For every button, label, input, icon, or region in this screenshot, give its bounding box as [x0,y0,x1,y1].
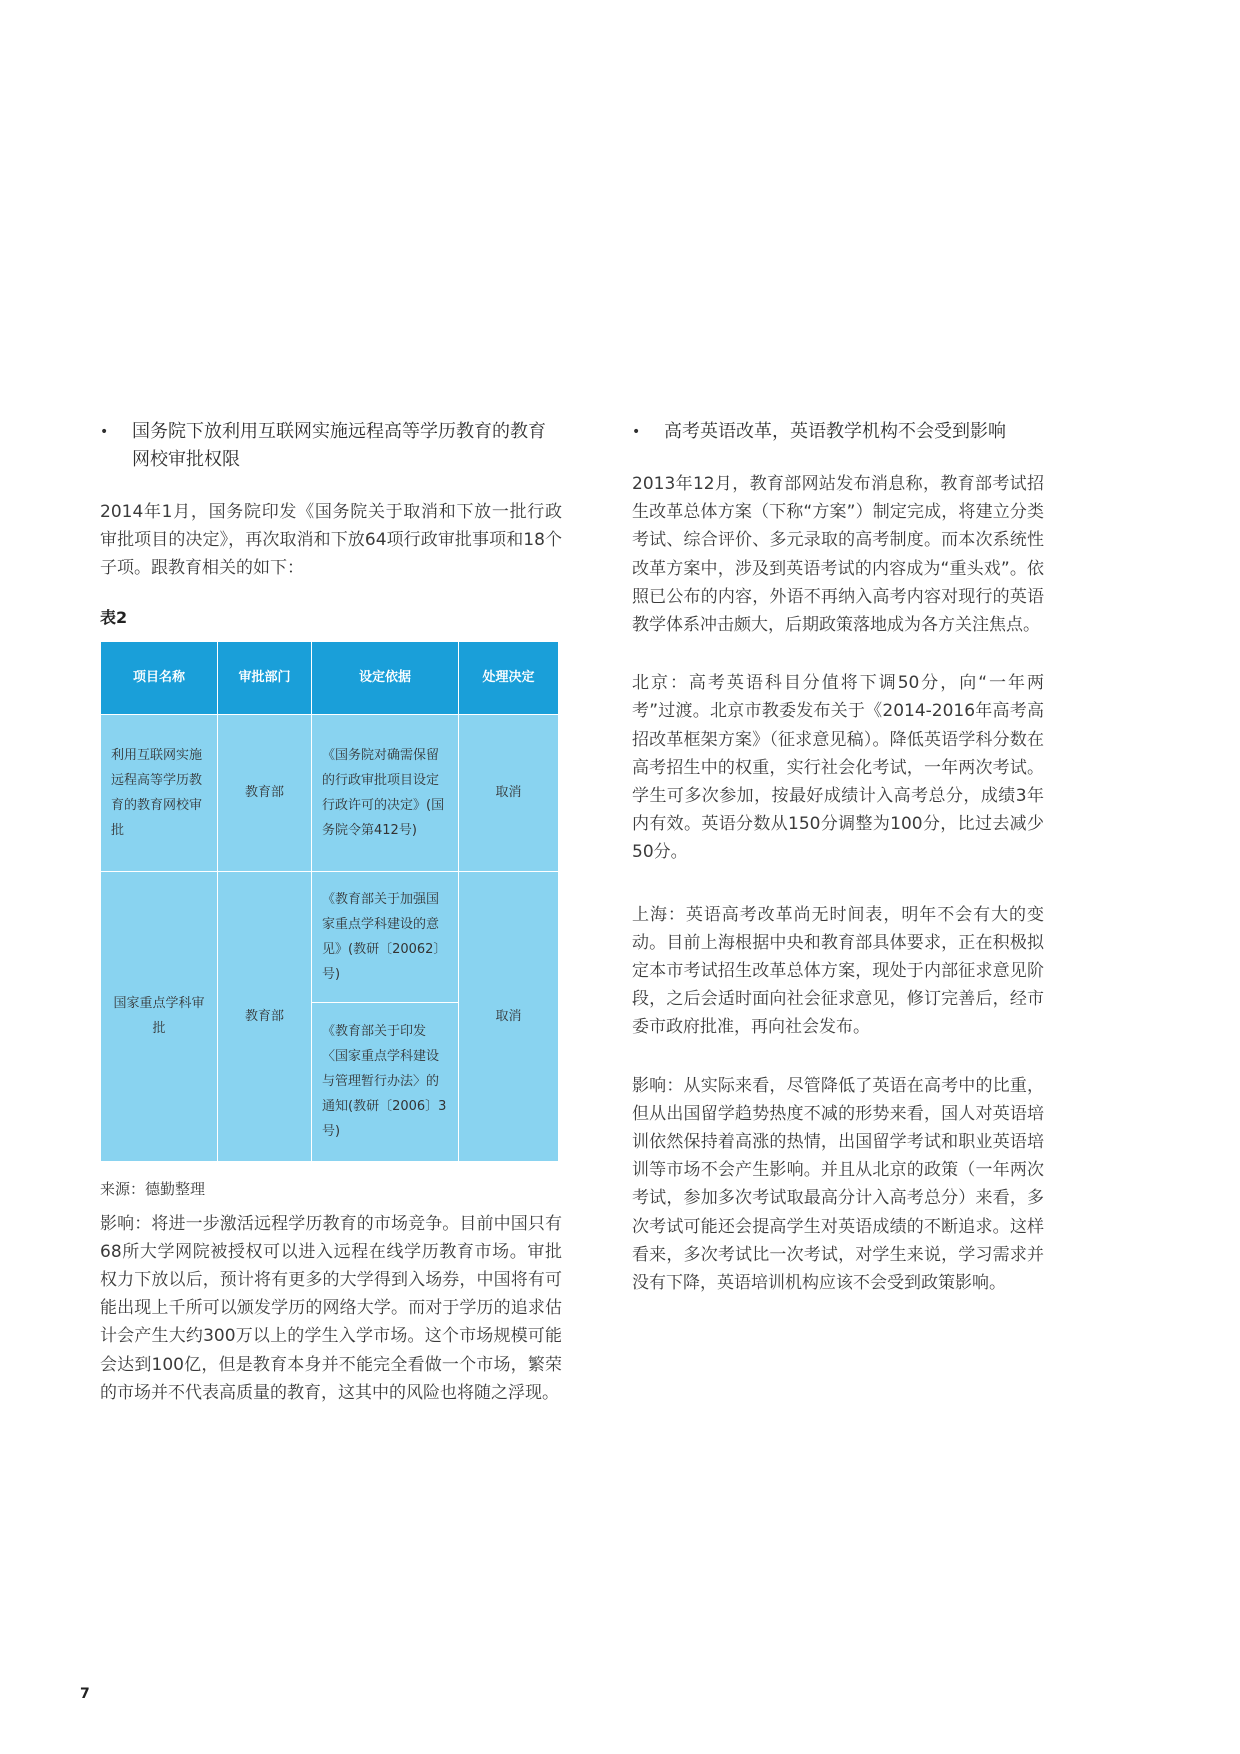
cell-department: 教育部 [218,714,312,871]
header-department: 审批部门 [218,641,312,714]
header-decision: 处理决定 [459,641,559,714]
table-row [101,871,559,1002]
header-basis: 设定依据 [312,641,459,714]
page-number: 7 [80,1686,90,1702]
cell-decision: 取消 [459,871,559,1161]
cell-project-name: 利用互联网实施远程高等学历教育的教育网校审批 [101,714,218,871]
left-column [100,418,562,1431]
right-column [632,418,1044,1321]
table-row [101,714,559,871]
table-header-row [101,641,559,714]
left-heading-text: 国务院下放利用互联网实施远程高等学历教育的教育网校审批权限 [132,421,546,470]
left-intro-paragraph: 2014年1月，国务院印发《国务院关于取消和下放一批行政审批项目的决定》，再次取消和下放64项行政审批事项和18个子项。跟教育相关的如下： [100,502,562,579]
bullet-icon: • [632,424,641,440]
table-caption: 表2 [100,607,128,627]
cell-basis: 《国务院对确需保留的行政审批项目设定行政许可的决定》(国务院令第412号) [312,714,459,871]
left-impact-paragraph: 影响：将进一步激活远程学历教育的市场竞争。目前中国只有68所大学网院被授权可以进入远程在线学历教育市场。审批权力下放以后，预计将有更多的大学得到入场券，中国将有可能出现上千所可以颁发学历的网络大学。而对于学历的追求估计会产生大约300万以上的学生入学市场。这个市场规模可能会达到100亿，但是教育本身并不能完全看做一个市场，繁荣的市场并不代表高质量的教育，这其中的风险也将随之浮现。 [100,1213,562,1403]
bullet-icon: • [100,424,109,440]
right-paragraph-1: 2013年12月，教育部网站发布消息称，教育部考试招生改革总体方案（下称“方案”）制定完成，将建立分类考试、综合评价、多元录取的高考制度。而本次系统性改革方案中，涉及到英语考试的内容成为“重头戏”。依照已公布的内容，外语不再纳入高考内容对现行的英语教学体系冲击颇大，后期政策落地成为各方关注焦点。 [632,474,1044,636]
right-paragraph-beijing: 北京：高考英语科目分值将下调50分，向“一年两考”过渡。北京市教委发布关于《2014-2016年高考高招改革框架方案》（征求意见稿）。降低英语学科分数在高考招生中的权重，实行社会化考试，一年两次考试。学生可多次参加，按最好成绩计入高考总分，成绩3年内有效。英语分数从150分调整为100分，比过去减少50分。 [632,673,1044,863]
table-source-note: 来源：德勤整理 [100,1179,206,1198]
right-heading-text: 高考英语改革，英语教学机构不会受到影响 [664,421,1006,442]
cell-project-name: 国家重点学科审批 [101,871,218,1161]
right-paragraph-shanghai: 上海：英语高考改革尚无时间表，明年不会有大的变动。目前上海根据中央和教育部具体要求，正在积极拟定本市考试招生改革总体方案，现处于内部征求意见阶段，之后会适时面向社会征求意见，修订完善后，经市委市政府批准，再向社会发布。 [632,904,1044,1038]
cell-basis: 《教育部关于印发〈国家重点学科建设与管理暂行办法〉的通知(教研〔2006〕3号) [312,1002,459,1161]
left-section-heading [100,418,562,474]
right-impact-paragraph: 影响：从实际来看，尽管降低了英语在高考中的比重，但从出国留学趋势热度不减的形势来看，国人对英语培训依然保持着高涨的热情，出国留学考试和职业英语培训等市场不会产生影响。并且从北京的政策（一年两次考试，参加多次考试取最高分计入高考总分）来看，多次考试可能还会提高学生对英语成绩的不断追求。这样看来，多次考试比一次考试，对学生来说，学习需求并没有下降，英语培训机构应该不会受到政策影响。 [632,1075,1044,1294]
header-project-name: 项目名称 [101,641,218,714]
cell-basis: 《教育部关于加强国家重点学科建设的意见》(教研〔20062〕号) [312,871,459,1002]
cell-decision: 取消 [459,714,559,871]
right-section-heading [632,418,1044,446]
cell-department: 教育部 [218,871,312,1161]
approval-table [100,641,559,1162]
